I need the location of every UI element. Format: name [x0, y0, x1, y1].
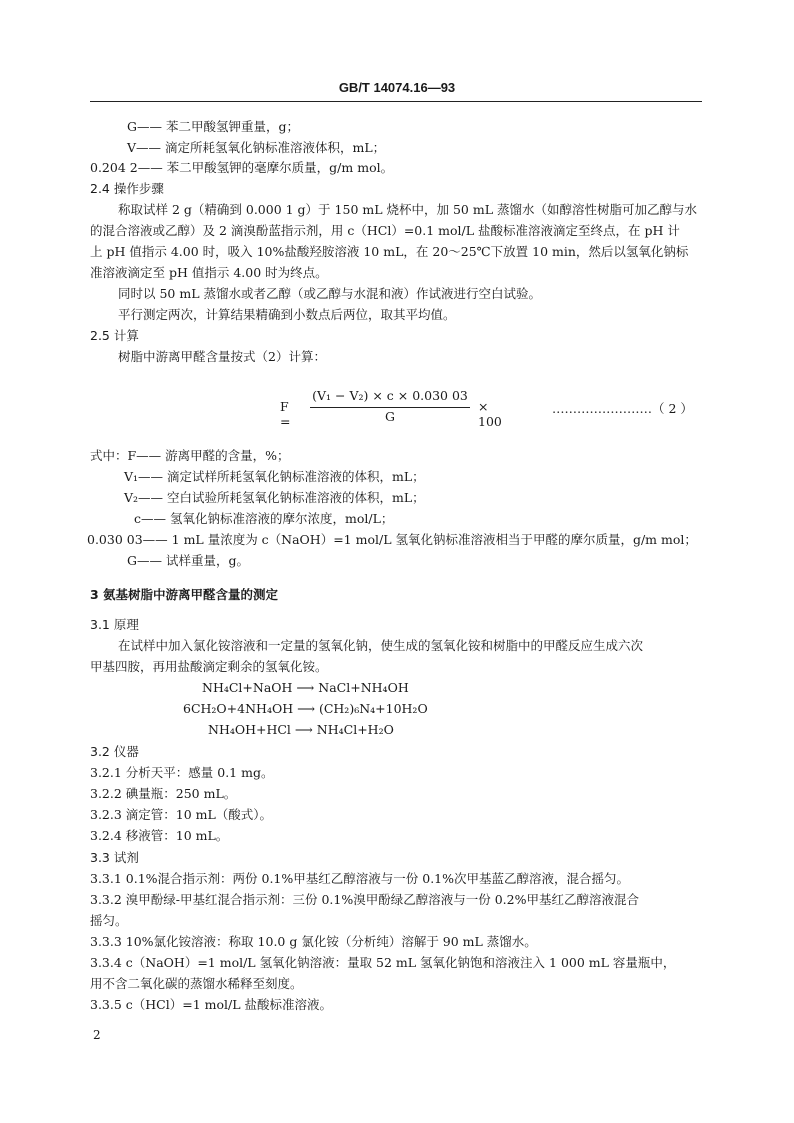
calculation-intro: 树脂中游离甲醛含量按式（2）计算： — [118, 349, 326, 364]
header-rule — [90, 101, 702, 102]
item-3-3-2: 3.3.2 溴甲酚绿-甲基红混合指示剂：三份 0.1%溴甲酚绿乙醇溶液与一份 0.2%甲基红乙醇溶液混合 — [90, 892, 639, 907]
section-3-2-heading: 3.2 仪器 — [90, 744, 139, 759]
item-3-2-2: 3.2.2 碘量瓶：250 mL。 — [90, 786, 237, 801]
principle-line-2: 甲基四胺，再用盐酸滴定剩余的氢氧化铵。 — [90, 659, 328, 674]
def-v1: V₁—— 滴定试样所耗氢氧化钠标准溶液的体积，mL； — [124, 469, 425, 484]
where-intro: 式中：F—— 游离甲醛的含量，%； — [90, 448, 290, 463]
section-2-4-heading: 2.4 操作步骤 — [90, 181, 164, 196]
procedure-line-3: 上 pH 值指示 4.00 时，吸入 10%盐酸羟胺溶液 10 mL，在 20～25℃下放置 10 min，然后以氢氧化钠标 — [90, 244, 689, 259]
formula-rhs: × 100 — [478, 399, 502, 429]
procedure-line-4: 准溶液滴定至 pH 值指示 4.00 时为终点。 — [90, 265, 328, 280]
item-3-3-2-cont: 摇匀。 — [90, 913, 128, 928]
fraction-bar — [310, 407, 470, 408]
section-3-1-heading: 3.1 原理 — [90, 617, 139, 632]
page-header: GB/T 14074.16—93 — [338, 80, 456, 95]
def-c: c—— 氢氧化钠标准溶液的摩尔浓度，mol/L； — [134, 511, 394, 526]
item-3-3-5: 3.3.5 c（HCl）=1 mol/L 盐酸标准溶液。 — [90, 997, 333, 1012]
reaction-2: 6CH₂O+4NH₄OH ⟶ (CH₂)₆N₄+10H₂O — [183, 701, 428, 716]
section-3-3-heading: 3.3 试剂 — [90, 850, 139, 865]
item-3-3-4-cont: 用不含二氧化碳的蒸馏水稀释至刻度。 — [90, 976, 303, 991]
page-number: 2 — [93, 1028, 101, 1042]
item-3-3-4: 3.3.4 c（NaOH）=1 mol/L 氢氧化钠溶液：量取 52 mL 氢氧化钠饱和溶液注入 1 000 mL 容量瓶中， — [90, 955, 676, 970]
formula-lhs: F = — [280, 399, 291, 429]
item-3-2-1: 3.2.1 分析天平：感量 0.1 mg。 — [90, 765, 274, 780]
section-2-5-heading: 2.5 计算 — [90, 328, 139, 343]
blank-test-text: 同时以 50 mL 蒸馏水或者乙醇（或乙醇与水混和液）作试液进行空白试验。 — [118, 286, 541, 301]
def-0-2042: 0.204 2—— 苯二甲酸氢钾的毫摩尔质量，g/m mol。 — [90, 160, 394, 175]
section-3-heading: 3 氨基树脂中游离甲醛含量的测定 — [90, 587, 279, 602]
formula-denominator: G — [385, 409, 395, 424]
def-0-03003: 0.030 03—— 1 mL 量浓度为 c（NaOH）=1 mol/L 氢氧化钠标准溶液相当于甲醛的摩尔质量，g/m mol； — [87, 532, 697, 547]
parallel-test-text: 平行测定两次，计算结果精确到小数点后两位，取其平均值。 — [118, 307, 456, 322]
item-3-2-3: 3.2.3 滴定管：10 mL（酸式）。 — [90, 807, 273, 822]
def-v: V—— 滴定所耗氢氧化钠标准溶液体积，mL； — [127, 140, 386, 155]
procedure-line-1: 称取试样 2 g（精确到 0.000 1 g）于 150 mL 烧杯中，加 50 mL 蒸馏水（如醇溶性树脂可加乙醇与水 — [118, 202, 697, 217]
formula-numerator: (V₁ − V₂) × c × 0.030 03 — [312, 388, 468, 403]
reaction-1: NH₄Cl+NaOH ⟶ NaCl+NH₄OH — [202, 680, 409, 695]
item-3-3-3: 3.3.3 10%氯化铵溶液：称取 10.0 g 氯化铵（分析纯）溶解于 90 mL 蒸馏水。 — [90, 934, 537, 949]
item-3-3-1: 3.3.1 0.1%混合指示剂：两份 0.1%甲基红乙醇溶液与一份 0.1%次甲基蓝乙醇溶液，混合摇匀。 — [90, 871, 629, 886]
reaction-3: NH₄OH+HCl ⟶ NH₄Cl+H₂O — [208, 722, 394, 737]
item-3-2-4: 3.2.4 移液管：10 mL。 — [90, 828, 229, 843]
equation-number: ……………………（ 2 ） — [552, 401, 693, 416]
def-v2: V₂—— 空白试验所耗氢氧化钠标准溶液的体积，mL； — [124, 490, 425, 505]
def-g: G—— 苯二甲酸氢钾重量，g； — [127, 119, 299, 134]
def-g-sample: G—— 试样重量，g。 — [127, 553, 249, 568]
procedure-line-2: 的混合溶液或乙醇）及 2 滴溴酚蓝指示剂，用 c（HCl）=0.1 mol/L 盐酸标准溶液滴定至终点，在 pH 计 — [90, 223, 680, 238]
principle-line-1: 在试样中加入氯化铵溶液和一定量的氢氧化钠，使生成的氢氧化铵和树脂中的甲醛反应生成六次 — [118, 638, 644, 653]
